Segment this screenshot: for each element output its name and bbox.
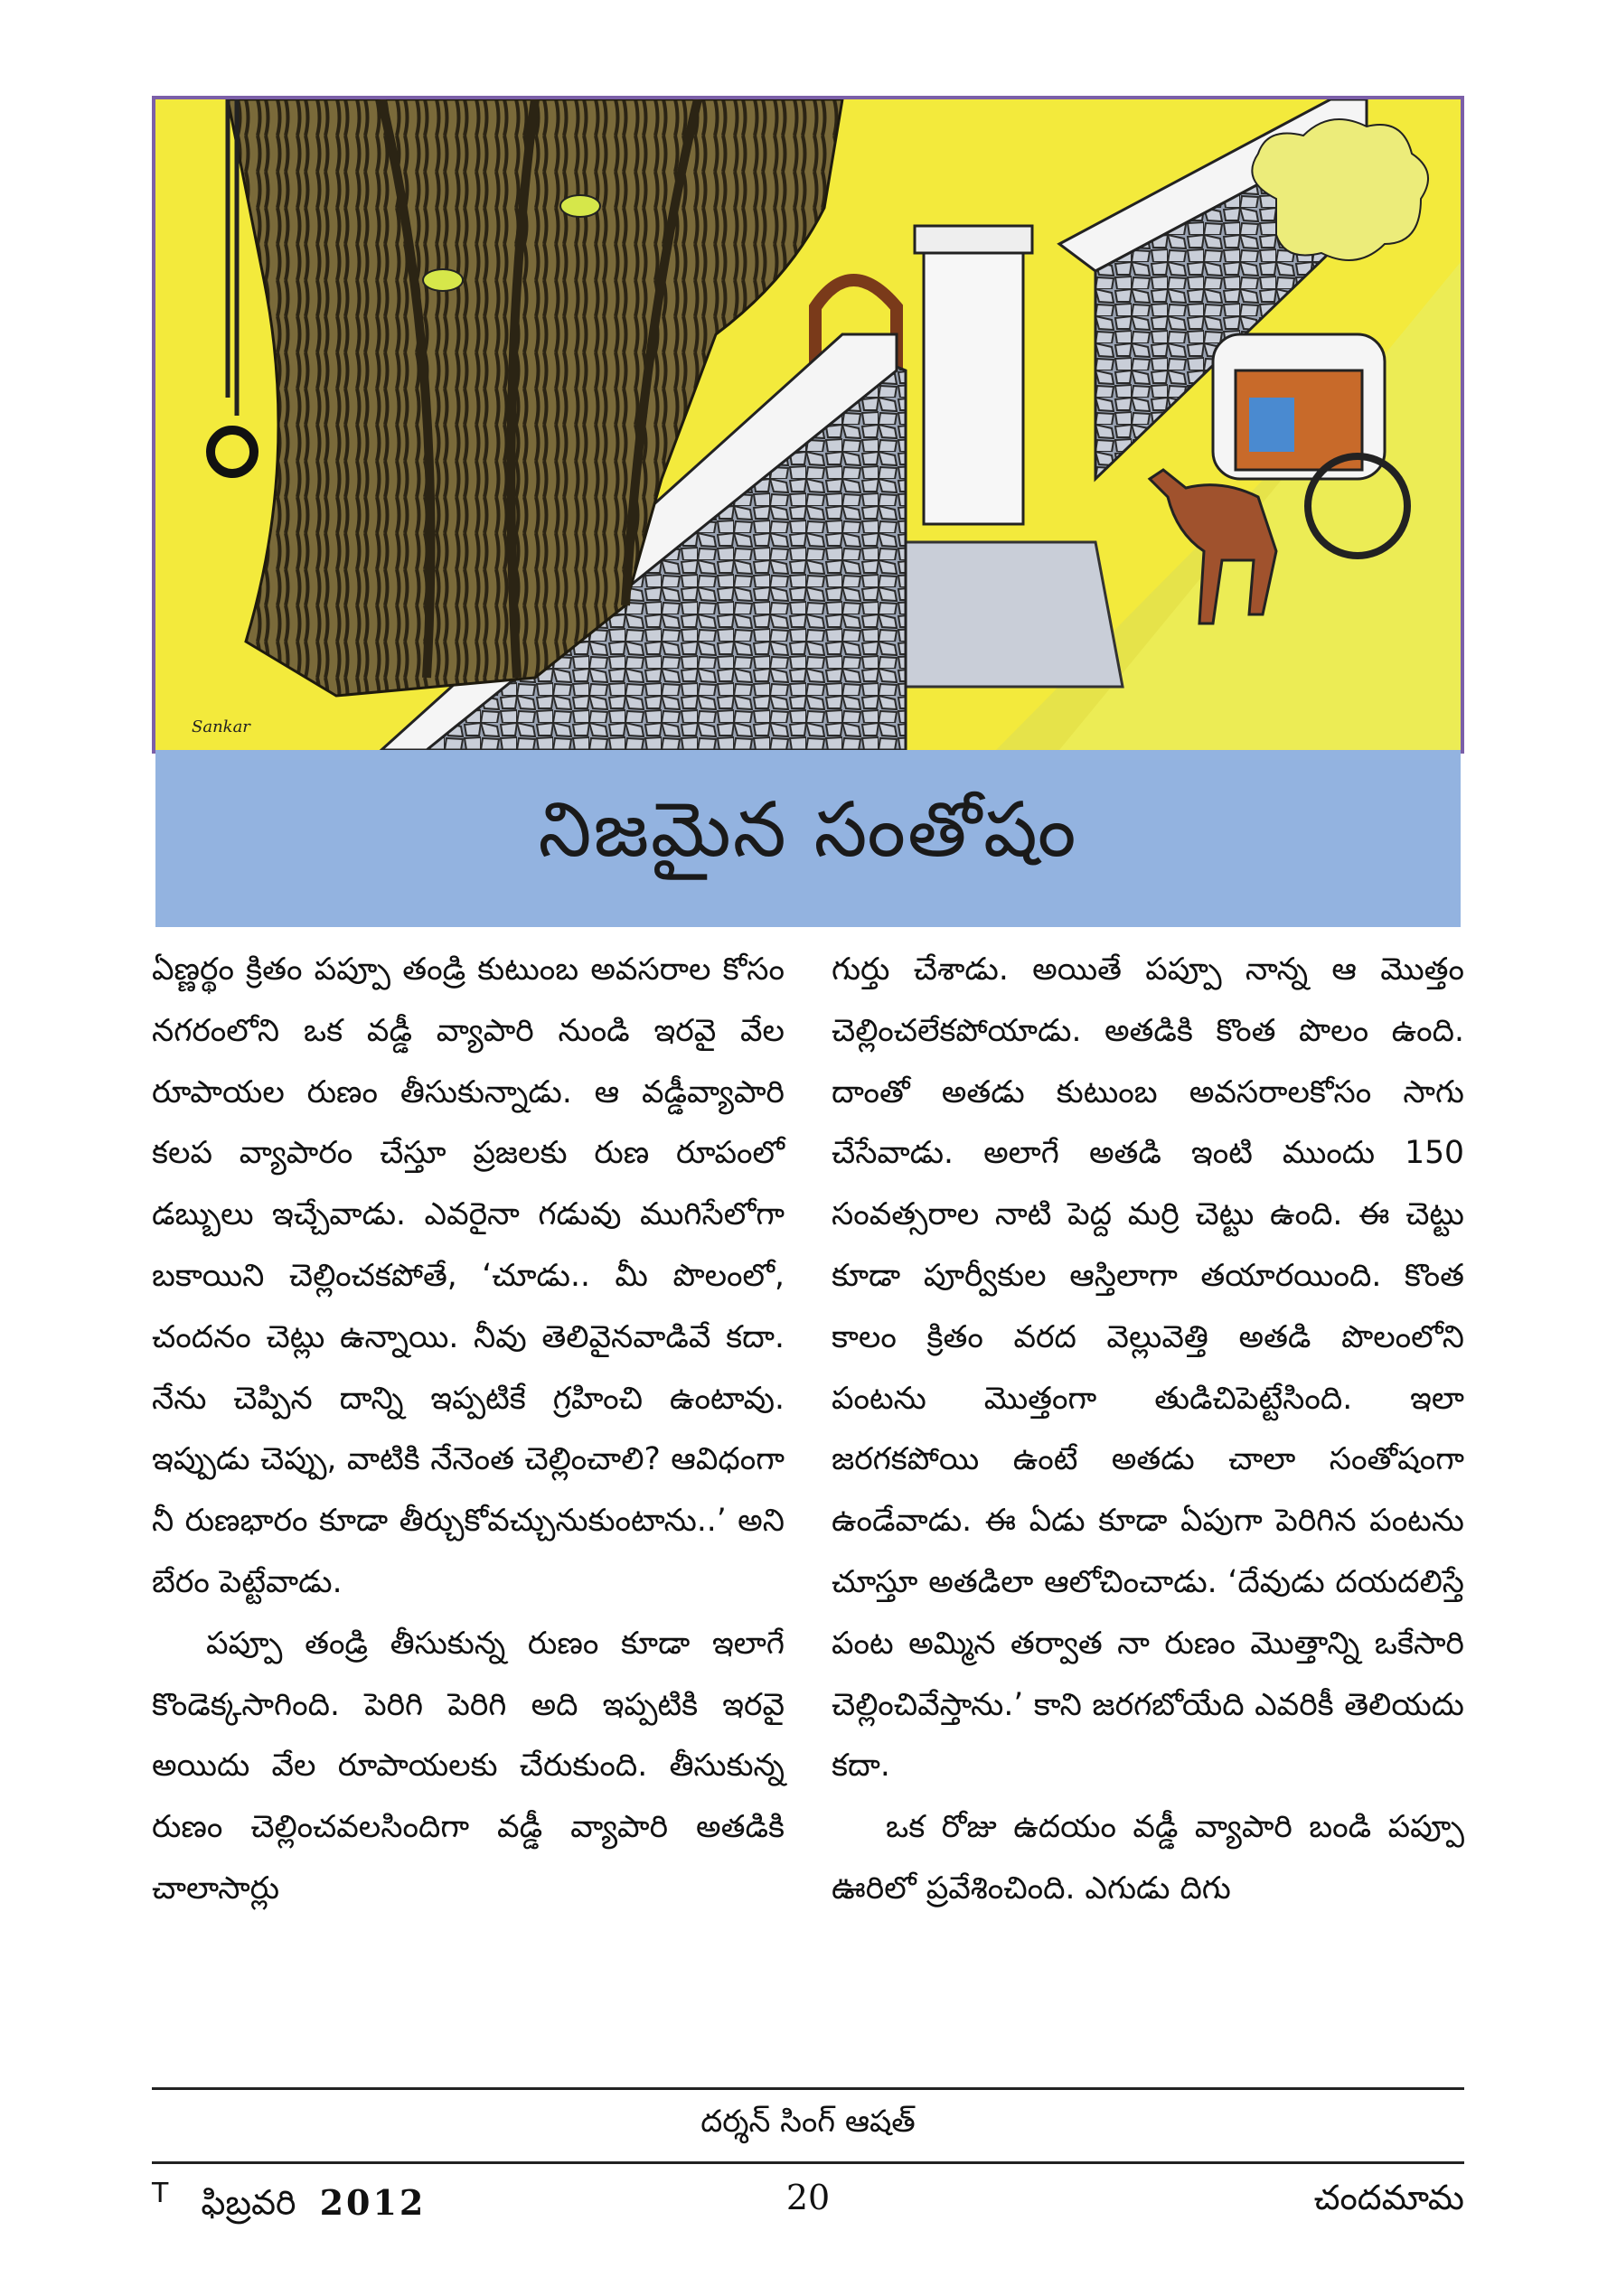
column-left [152,940,785,2060]
banyan-tree-cart-scene [155,99,1461,750]
magazine-name: చందమామ [1313,2178,1464,2217]
divider-bottom [152,2161,1464,2164]
footer-mark: T [152,2178,169,2209]
story-title: నిజమైన సంతోషం [538,784,1078,874]
issue-year: 2012 [319,2181,427,2223]
issue-month: ఫిబ్రవరి [201,2182,296,2223]
column-right [832,940,1464,2060]
paragraph: గుర్తు చేశాడు. అయితే పప్పూ నాన్న ఆ మొత్తం చెల్లించలేకపోయాడు. అతడికి కొంత పొలం ఉంది. దాంతో అతడు కుటుంబ అవసరాలకోసం సాగు చేసేవాడు. అలాగే అతడి ఇంటి ముందు 150 సంవత్సరాల నాటి పెద్ద మర్రి చెట్టు ఉంది. ఈ చెట్టు కూడా పూర్వీకుల ఆస్తిలాగా తయారయింది. కొంత కాలం క్రితం వరద వెల్లువెత్తి అతడి పొలంలోని పంటను మొత్తంగా తుడిచిపెట్టేసింది. ఇలా జరగకపోయి ఉంటే అతడు చాలా సంతోషంగా ఉండేవాడు. ఈ ఏడు కూడా ఏపుగా పెరిగిన పంటను చూస్తూ అతడిలా ఆలోచించాడు. ‘దేవుడు దయదలిస్తే పంట అమ్మిన తర్వాత నా రుణం మొత్తాన్ని ఒకేసారి చెల్లించివేస్తాను.’ కాని జరగబోయేది ఎవరికీ తెలియదు కదా. [832,951,1464,1785]
paragraph: ఏణ్ణర్థం క్రితం పప్పూ తండ్రి కుటుంబ అవసరాల కోసం నగరంలోని ఒక వడ్డీ వ్యాపారి నుండి ఇరవై వేల రూపాయల రుణం తీసుకున్నాడు. ఆ వడ్డీవ్యాపారి కలప వ్యాపారం చేస్తూ ప్రజలకు రుణ రూపంలో డబ్బులు ఇచ్చేవాడు. ఎవరైనా గడువు ముగిసేలోగా బకాయిని చెల్లించకపోతే, ‘చూడు.. మీ పొలంలో, చందనం చెట్లు ఉన్నాయి. నీవు తెలివైనవాడివే కదా. నేను చెప్పిన దాన్ని ఇప్పటికే గ్రహించి ఉంటావు. ఇప్పుడు చెప్పు, వాటికి నేనెంత చెల్లించాలి? ఆవిధంగా నీ రుణభారం కూడా తీర్చుకోవచ్చునుకుంటాను..’ అని బేరం పెట్టేవాడు. [152,951,785,1600]
artist-signature: Sankar [192,717,250,736]
divider-top [152,2087,1464,2090]
story-author: దర్శన్ సింగ్ ఆషత్ [700,2104,916,2140]
story-illustration [152,96,1464,754]
paragraph: ఒక రోజు ఉదయం వడ్డీ వ్యాపారి బండి పప్పూ ఊరిలో ప్రవేశించింది. ఎగుడు దిగు [832,1809,1464,1907]
title-band [155,750,1461,927]
page-number: 20 [785,2178,831,2217]
page-footer [152,2178,1464,2232]
story-body [152,940,1464,2060]
paragraph: పప్పూ తండ్రి తీసుకున్న రుణం కూడా ఇలాగే కొండెక్కసాగింది. పెరిగి పెరిగి అది ఇప్పటికి ఇరవై అయిదు వేల రూపాయలకు చేరుకుంది. తీసుకున్న రుణం చెల్లించవలసిందిగా వడ్డీ వ్యాపారి అతడికి చాలాసార్లు [152,1625,785,1907]
